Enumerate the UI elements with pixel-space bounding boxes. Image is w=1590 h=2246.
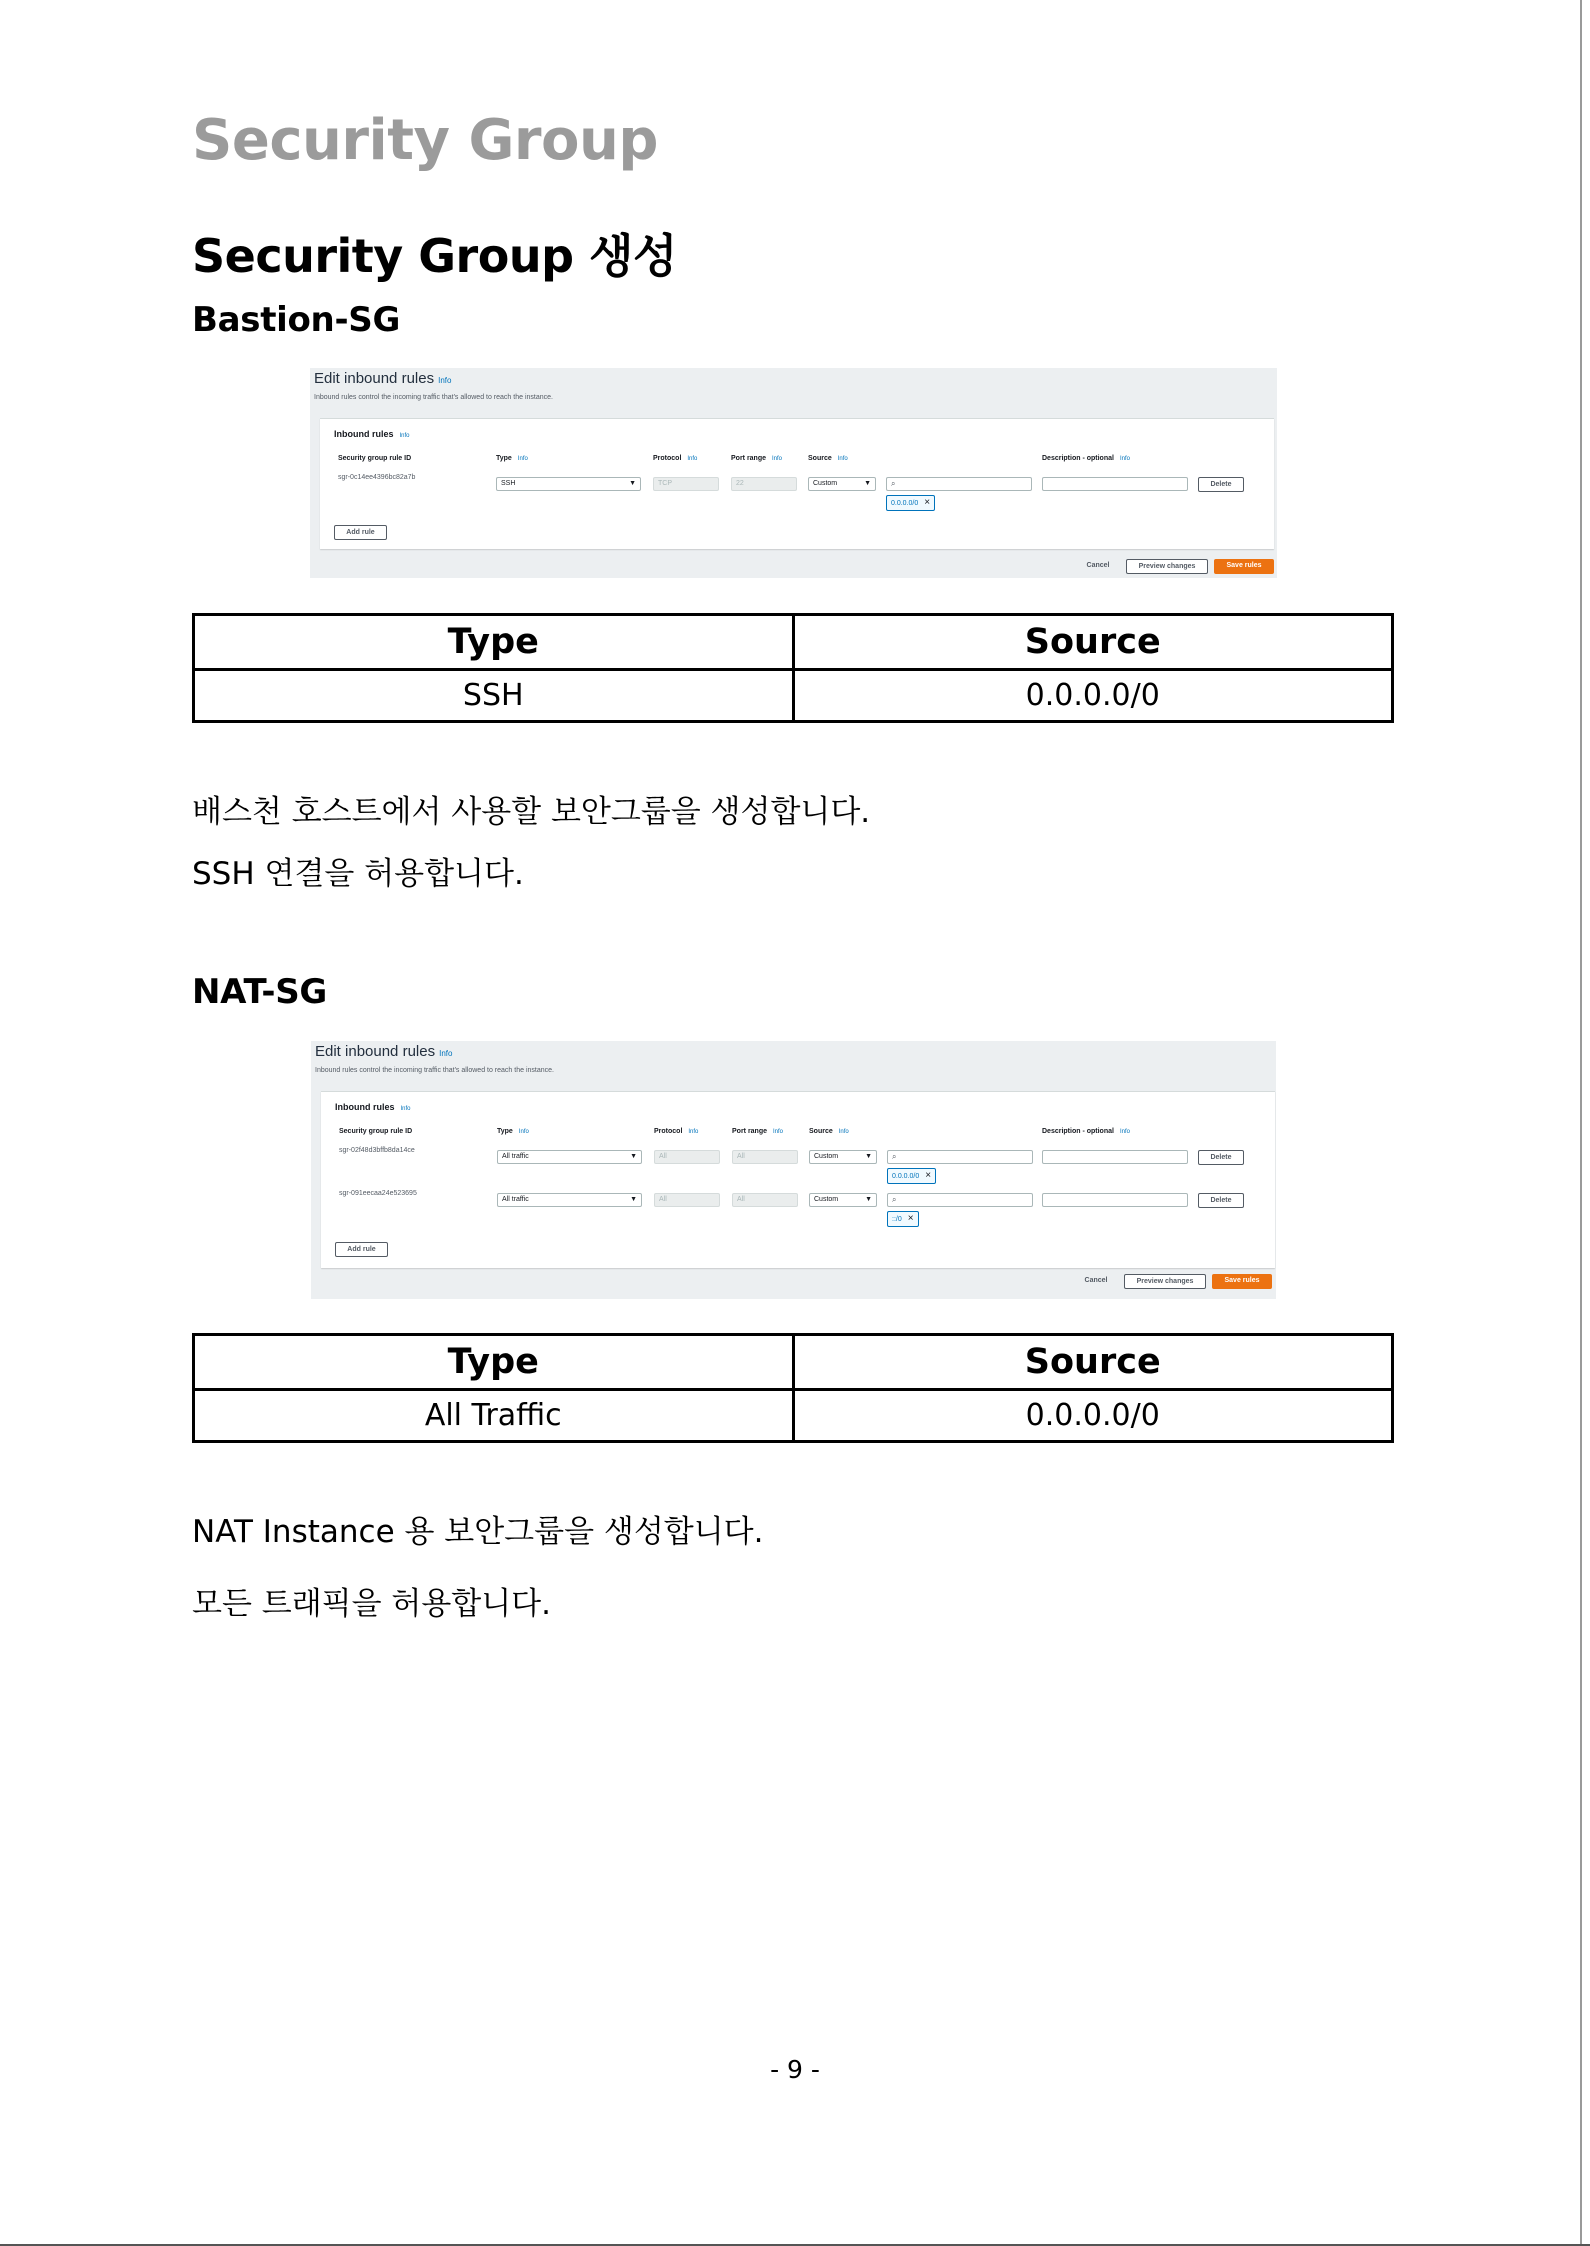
protocol-field: All [654, 1193, 720, 1207]
source-search-input[interactable] [887, 1150, 1033, 1164]
source-type-select[interactable]: Custom ▼ [808, 477, 876, 491]
caret-down-icon: ▼ [630, 1196, 637, 1203]
bastion-screenshot [310, 368, 1277, 578]
caret-down-icon: ▼ [865, 1153, 872, 1160]
nat-heading: NAT-SG [192, 972, 328, 1012]
description-input[interactable] [1042, 1193, 1188, 1207]
col-protocol: Protocol Info [654, 1128, 699, 1135]
edit-inbound-description: Inbound rules control the incoming traffic that's allowed to reach the instance. [315, 1067, 554, 1074]
preview-changes-button[interactable]: Preview changes [1126, 559, 1208, 574]
search-icon: ⌕ [892, 1195, 897, 1204]
col-port-range: Port range Info [732, 1128, 784, 1135]
col-rule-id: Security group rule ID [338, 455, 412, 462]
type-select[interactable]: All traffic ▼ [497, 1193, 642, 1207]
col-rule-id: Security group rule ID [339, 1128, 413, 1135]
search-icon: ⌕ [891, 479, 896, 488]
cell-type: All Traffic [194, 1390, 794, 1442]
description-input[interactable] [1042, 477, 1188, 491]
col-description: Description - optional Info [1042, 455, 1130, 462]
nat-paragraph-1: NAT Instance 용 보안그룹을 생성합니다. [192, 1514, 764, 1550]
card-info-link[interactable]: Info [400, 1106, 411, 1112]
edit-inbound-title: Edit inbound rules Info [314, 370, 452, 387]
delete-rule-button[interactable]: Delete [1198, 1150, 1244, 1165]
title-info-link[interactable]: Info [438, 376, 452, 385]
table-header-row [194, 615, 1393, 670]
add-rule-button[interactable]: Add rule [334, 525, 387, 540]
nat-screenshot [311, 1041, 1276, 1299]
search-icon: ⌕ [892, 1152, 897, 1161]
description-input[interactable] [1042, 1150, 1188, 1164]
card-info-link[interactable]: Info [399, 433, 410, 439]
cancel-button[interactable]: Cancel [1086, 562, 1110, 569]
caret-down-icon: ▼ [630, 1153, 637, 1160]
protocol-field: TCP [653, 477, 719, 491]
header-source: Source [793, 1335, 1393, 1390]
table-row [194, 670, 1393, 722]
cell-source: 0.0.0.0/0 [793, 1390, 1393, 1442]
col-description: Description - optional Info [1042, 1128, 1130, 1135]
protocol-field: All [654, 1150, 720, 1164]
delete-rule-button[interactable]: Delete [1198, 1193, 1244, 1208]
inbound-rules-card [320, 418, 1274, 549]
save-rules-button[interactable]: Save rules [1212, 1274, 1272, 1289]
caret-down-icon: ▼ [864, 480, 871, 487]
col-protocol: Protocol Info [653, 455, 698, 462]
bastion-paragraph-2: SSH 연결을 허용합니다. [192, 856, 524, 892]
source-cidr-token[interactable]: 0.0.0.0/0 × [887, 1168, 936, 1184]
bastion-summary-table [192, 613, 1394, 723]
source-cidr-token[interactable]: ::/0 × [887, 1211, 919, 1227]
inbound-rules-header: Inbound rules Info [334, 429, 410, 439]
caret-down-icon: ▼ [865, 1196, 872, 1203]
add-rule-button[interactable]: Add rule [335, 1242, 388, 1257]
header-source: Source [793, 615, 1393, 670]
rule-id: sgr-02f48d3bffb8da14ce [339, 1147, 415, 1154]
source-type-select[interactable]: Custom ▼ [809, 1150, 877, 1164]
delete-rule-button[interactable]: Delete [1198, 477, 1244, 492]
cancel-button[interactable]: Cancel [1084, 1277, 1108, 1284]
edit-inbound-description: Inbound rules control the incoming traffic that's allowed to reach the instance. [314, 394, 553, 401]
section-title: Security Group 생성 [192, 229, 677, 283]
source-cidr-token[interactable]: 0.0.0.0/0 × [886, 495, 935, 511]
type-select[interactable]: SSH ▼ [496, 477, 641, 491]
caret-down-icon: ▼ [629, 480, 636, 487]
port-range-field: 22 [731, 477, 797, 491]
source-type-select[interactable]: Custom ▼ [809, 1193, 877, 1207]
bastion-paragraph-1: 배스천 호스트에서 사용할 보안그룹을 생성합니다. [192, 794, 871, 830]
bastion-heading: Bastion-SG [192, 300, 401, 340]
cell-source: 0.0.0.0/0 [793, 670, 1393, 722]
source-search-input[interactable] [887, 1193, 1033, 1207]
col-source: Source Info [808, 455, 848, 462]
header-type: Type [194, 615, 794, 670]
col-type: Type Info [496, 455, 528, 462]
close-icon[interactable]: × [925, 1170, 932, 1181]
preview-changes-button[interactable]: Preview changes [1124, 1274, 1206, 1289]
source-search-input[interactable] [886, 477, 1032, 491]
save-rules-button[interactable]: Save rules [1214, 559, 1274, 574]
cell-type: SSH [194, 670, 794, 722]
col-port-range: Port range Info [731, 455, 783, 462]
document-title: Security Group [192, 108, 658, 173]
type-select[interactable]: All traffic ▼ [497, 1150, 642, 1164]
nat-paragraph-2: 모든 트래픽을 허용합니다. [192, 1586, 551, 1622]
col-source: Source Info [809, 1128, 849, 1135]
rule-id: sgr-0c14ee4396bc82a7b [338, 474, 416, 481]
page-border-right [1580, 0, 1582, 2246]
close-icon[interactable]: × [907, 1213, 914, 1224]
edit-inbound-title: Edit inbound rules Info [315, 1043, 453, 1060]
table-header-row [194, 1335, 1393, 1390]
port-range-field: All [732, 1150, 798, 1164]
title-info-link[interactable]: Info [439, 1049, 453, 1058]
table-row [194, 1390, 1393, 1442]
close-icon[interactable]: × [924, 497, 931, 508]
inbound-rules-card [321, 1091, 1275, 1268]
col-type: Type Info [497, 1128, 529, 1135]
rule-id: sgr-091eecaa24e523695 [339, 1190, 417, 1197]
port-range-field: All [732, 1193, 798, 1207]
page-number: - 9 - [770, 2055, 820, 2084]
nat-summary-table [192, 1333, 1394, 1443]
inbound-rules-header: Inbound rules Info [335, 1102, 411, 1112]
header-type: Type [194, 1335, 794, 1390]
